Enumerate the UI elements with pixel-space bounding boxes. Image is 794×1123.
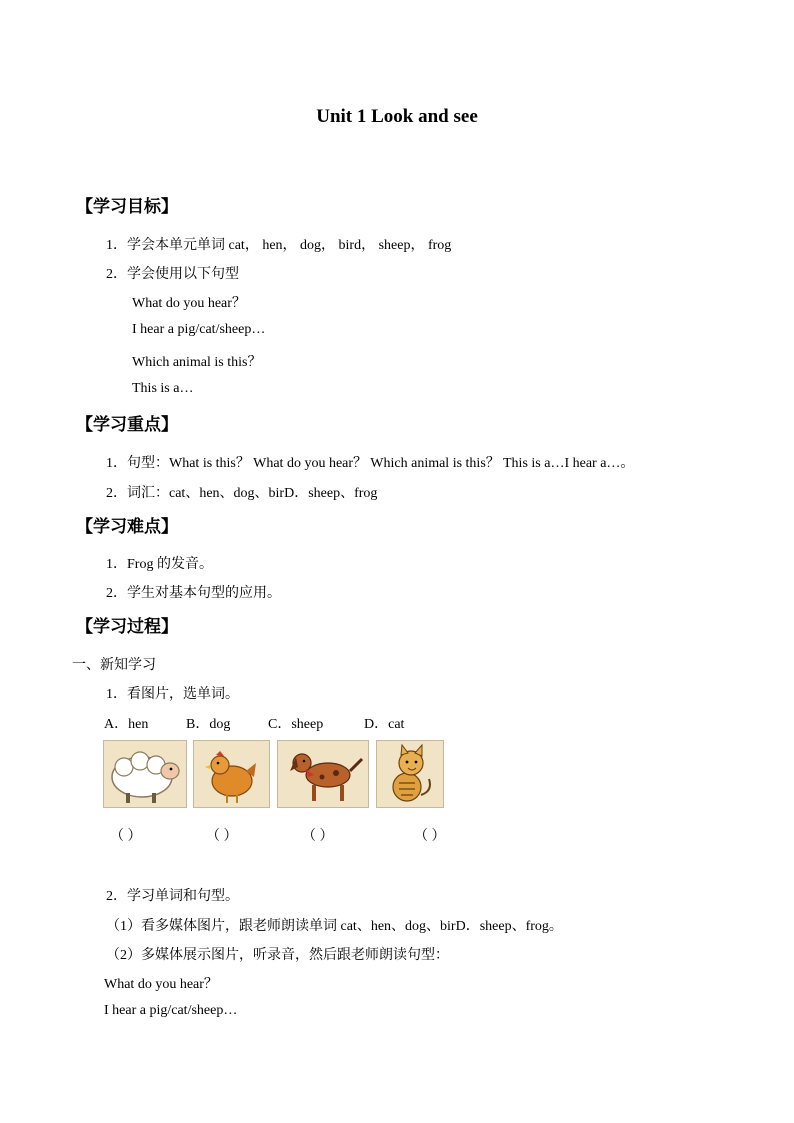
option-d: D．cat <box>364 717 405 732</box>
option-c: C．sheep <box>268 717 324 732</box>
goals-sentence: I hear a pig/cat/sheep… <box>132 322 266 337</box>
difficulties-heading: 【学习难点】 <box>76 517 178 537</box>
answer-blank[interactable]: （ ） <box>414 829 446 844</box>
sheep-picture <box>103 740 187 808</box>
cat-picture <box>376 740 444 808</box>
process-sub-2: （2）多媒体展示图片，听录音，然后跟老师朗读句型： <box>106 948 449 963</box>
process-sentence-2: I hear a pig/cat/sheep… <box>104 1003 238 1018</box>
goals-heading: 【学习目标】 <box>76 197 178 217</box>
goals-sentence: Which animal is this？ <box>132 355 262 370</box>
page-title: Unit 1 Look and see <box>316 106 478 127</box>
hen-picture <box>193 740 270 808</box>
process-part-1: 一、新知学习 <box>72 658 156 673</box>
dog-picture <box>277 740 369 808</box>
difficulties-item-1: 1．Frog 的发音。 <box>106 557 213 572</box>
answer-blank[interactable]: （ ） <box>206 829 238 844</box>
goals-item-2: 2．学会使用以下句型 <box>106 267 239 282</box>
process-step-2: 2．学习单词和句型。 <box>106 889 239 904</box>
difficulties-item-2: 2．学生对基本句型的应用。 <box>106 586 281 601</box>
goals-sentence: This is a… <box>132 381 194 396</box>
key-points-heading: 【学习重点】 <box>76 415 178 435</box>
answer-blank[interactable]: （ ） <box>302 829 334 844</box>
goals-item-1: 1．学会本单元单词 cat， hen， dog， bird， sheep， frog <box>106 238 452 253</box>
goals-sentence: What do you hear？ <box>132 296 246 311</box>
key-points-item-2: 2．词汇：cat、hen、dog、birD．sheep、frog <box>106 486 378 501</box>
option-a: A．hen <box>104 717 149 732</box>
process-sub-1: （1）看多媒体图片，跟老师朗读单词 cat、hen、dog、birD．sheep、frog。 <box>106 919 563 934</box>
process-sentence-1: What do you hear？ <box>104 977 218 992</box>
process-heading: 【学习过程】 <box>76 617 178 637</box>
process-step-1: 1．看图片，选单词。 <box>106 687 239 702</box>
option-b: B．dog <box>186 717 231 732</box>
key-points-item-1: 1．句型：What is this？ What do you hear？ Which animal is this？ This is a…I hear a…。 <box>106 456 635 471</box>
answer-blank[interactable]: （ ） <box>110 829 142 844</box>
